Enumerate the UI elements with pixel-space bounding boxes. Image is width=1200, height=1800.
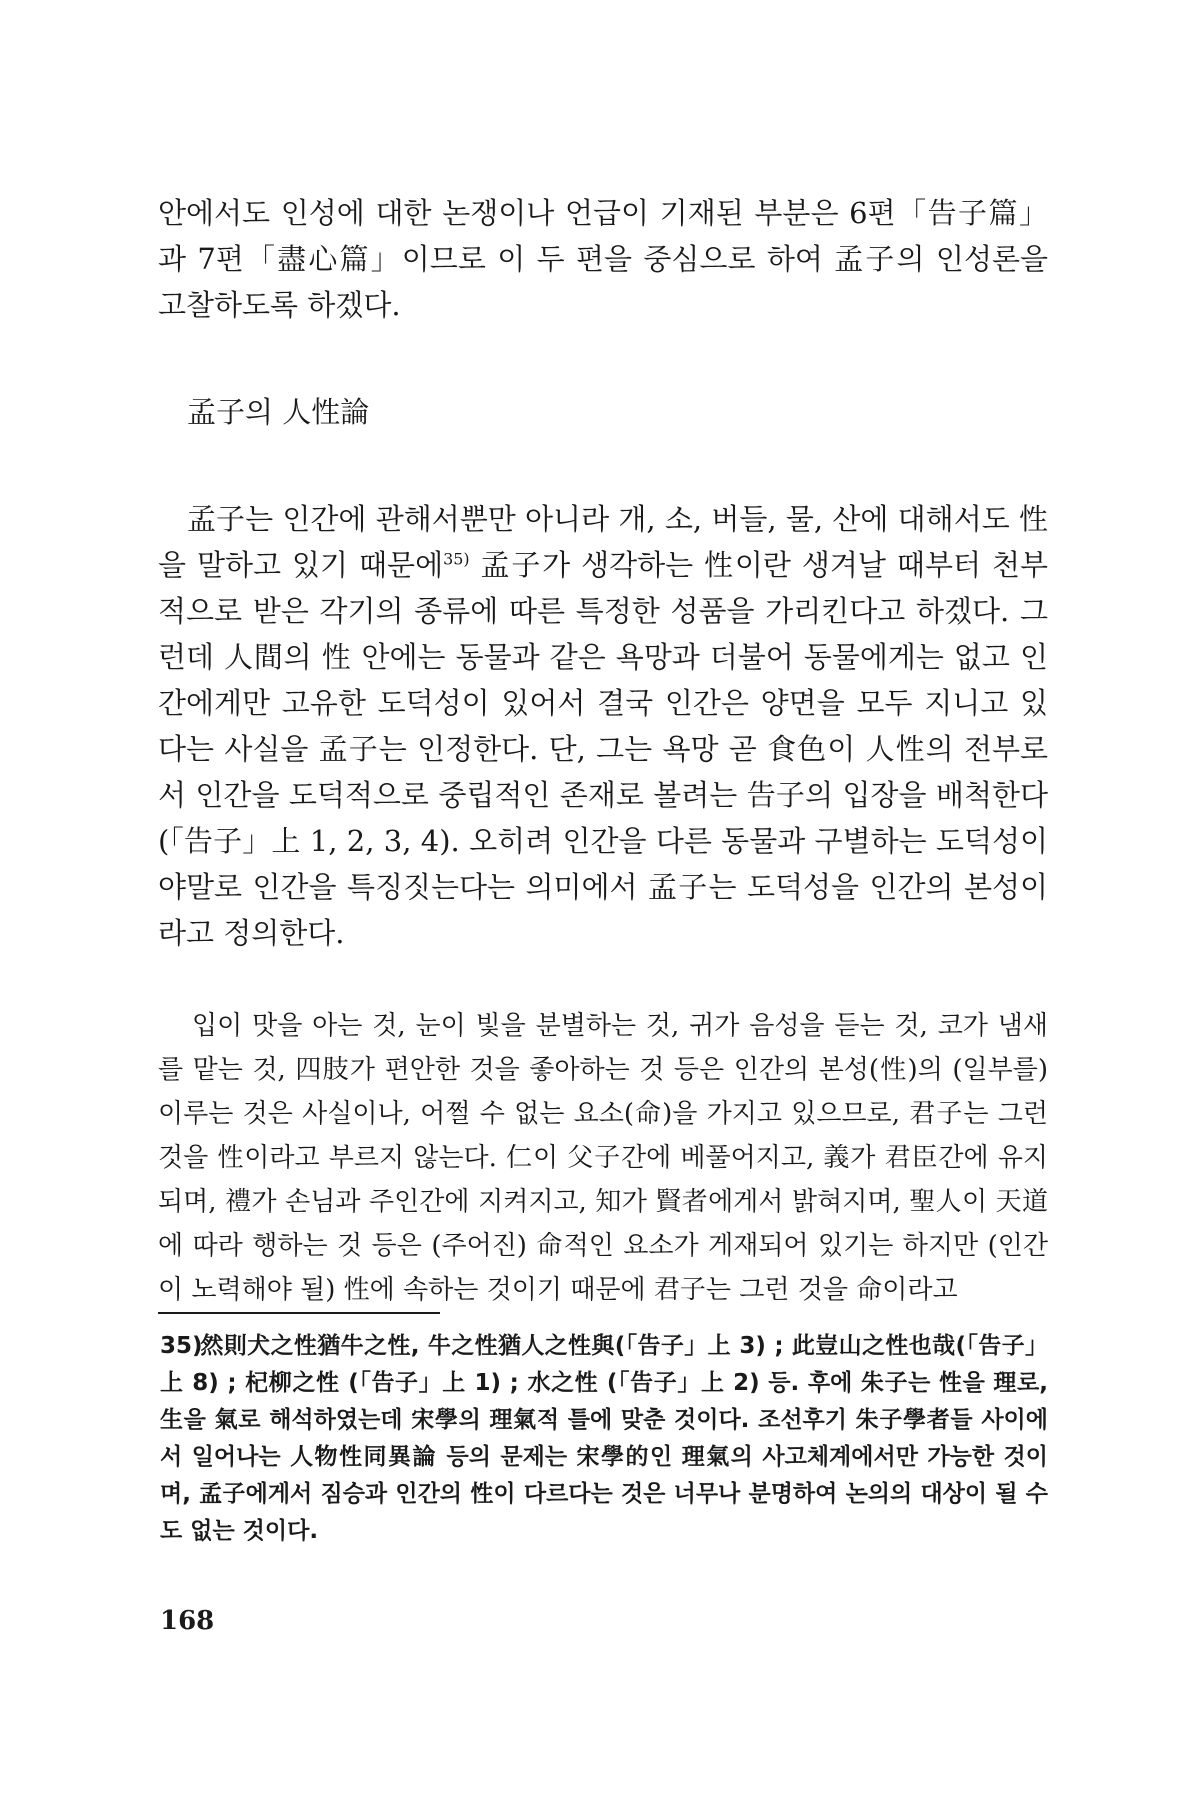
- footnote: [160, 1328, 1048, 1550]
- paragraph-2: [158, 496, 1048, 956]
- page-body: [158, 190, 1048, 1312]
- footnote-text: 然則犬之性猶牛之性, 牛之性猶人之性與(「告子」上 3) ; 此豈山之性也哉(「告子」上 8) ; 杞柳之性 (「告子」上 1) ; 水之性 (「告子」上 2) 등. 후에 朱子는 性을 理로, 生을 氣로 해석하였는데 宋學의 理氣적 틀에 맞춘 것이다. 조선후기 朱子學者들 사이에서 일어나는 人物性同異論 등의 문제는 宋學的인 理氣의 사고체계에서만 가능한 것이며, 孟子에게서 짐승과 인간의 性이 다르다는 것은 너무나 분명하여 논의의 대상이 될 수도 없는 것이다.: [160, 1333, 1048, 1544]
- paragraph-2-text-b: 孟子가 생각하는 性이란 생겨날 때부터 천부적으로 받은 각기의 종류에 따른 특정한 성품을 가리킨다고 하겠다. 그런데 人間의 性 안에는 동물과 같은 욕망과 더불어 동물에게는 없고 인간에게만 고유한 도덕성이 있어서 결국 인간은 양면을 모두 지니고 있다는 사실을 孟子는 인정한다. 단, 그는 욕망 곧 食色이 人性의 전부로서 인간을 도덕적으로 중립적인 존재로 볼려는 告子의 입장을 배척한다(「告子」上 1, 2, 3, 4). 오히려 인간을 다른 동물과 구별하는 도덕성이야말로 인간을 특징짓는다는 의미에서 孟子는 도덕성을 인간의 본성이라고 정의한다.: [158, 548, 1048, 950]
- block-quote: 입이 맛을 아는 것, 눈이 빛을 분별하는 것, 귀가 음성을 듣는 것, 코가 냄새를 맡는 것, 四肢가 편안한 것을 좋아하는 것 등은 인간의 본성(性)의 (일부를) 이루는 것은 사실이나, 어쩔 수 없는 요소(命)을 가지고 있으므로, 君子는 그런 것을 性이라고 부르지 않는다. 仁이 父子간에 베풀어지고, 義가 君臣간에 유지되며, 禮가 손님과 주인간에 지켜지고, 知가 賢者에게서 밝혀지며, 聖人이 天道에 따라 행하는 것 등은 (주어진) 命적인 요소가 게재되어 있기는 하지만 (인간이 노력해야 될) 性에 속하는 것이기 때문에 君子는 그런 것을 命이라고: [158, 1011, 1048, 1305]
- spacer: [158, 956, 1048, 1004]
- footnote-reference[interactable]: 35): [443, 549, 470, 569]
- paragraph-2-text-a: 孟子는 인간에 관해서뿐만 아니라 개, 소, 버들, 물, 산에 대해서도 性을 말하고 있기 때문에: [158, 502, 1048, 582]
- footnote-divider: [158, 1312, 440, 1314]
- footnote-number: 35): [160, 1333, 203, 1359]
- paragraph-1: 안에서도 인성에 대한 논쟁이나 언급이 기재된 부분은 6편「告子篇」과 7편「盡心篇」이므로 이 두 편을 중심으로 하여 孟子의 인성론을 고찰하도록 하겠다.: [158, 196, 1048, 322]
- section-heading: 孟子의 人性論: [187, 395, 370, 429]
- page-number: 168: [160, 1606, 215, 1636]
